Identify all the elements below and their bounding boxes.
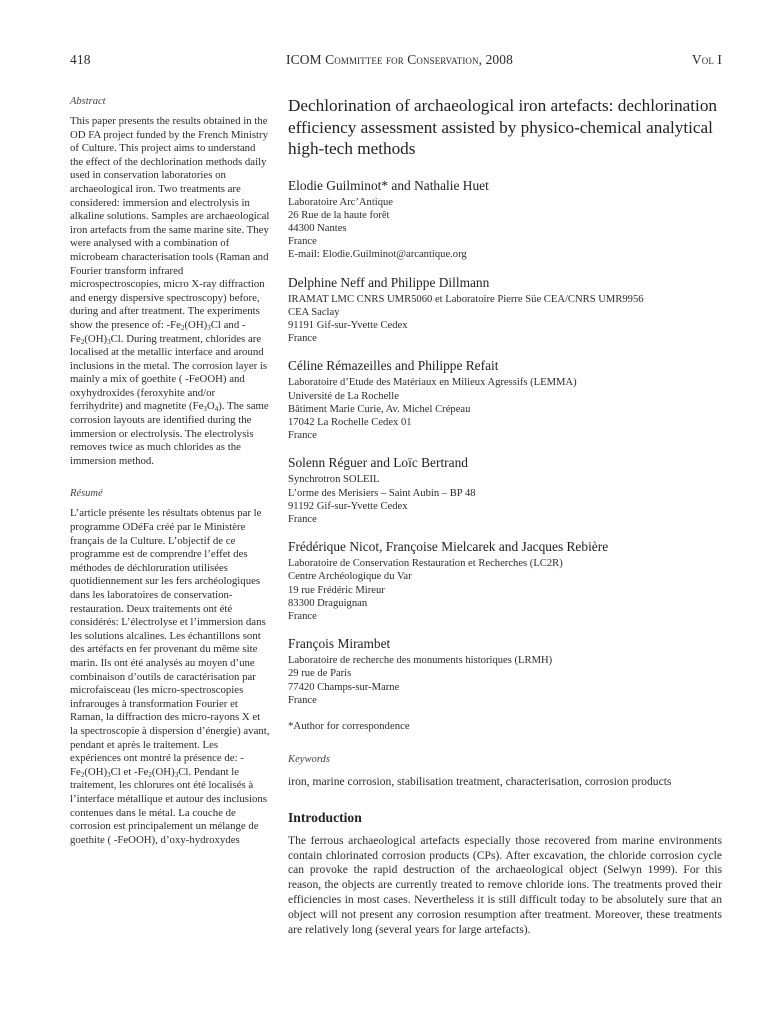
resume-label: Résumé [70, 488, 103, 500]
author-names: Solenn Réguer and Loïc Bertrand [288, 455, 468, 471]
affiliation-line: France [288, 694, 317, 706]
resume-run: L’article présente les résultats obtenus par le programme ODéFa créé par le Ministère français de la Culture. L’objectif de ce programme est de comprendre l’effet des méthodes de déchloruration utilisées quotidiennement sur les fers archéologiques dans les laboratoires de conservation-restauration. Deux traitements ont été considérés: L’électrolyse et l’immersion dans les solutions alcalines. Les échantillons sont des artéfacts en fer provenant du même site marin. Ils ont été analysés au moyen d’une combinaison d’outils de caractérisation par microfaisceau (les micro-spectroscopies infrarouges à transformation Fourier et Raman, la diffraction des micro-rayons X et la spectroscopie à dispersion d’énergie) avant, pendant et après le traitement. Les expériences ont montré la présence de: -Fe [70, 507, 270, 778]
abstract-sub: 2 [80, 337, 85, 346]
resume-sub: 2 [80, 770, 85, 779]
running-header-part: ICOM [286, 52, 326, 67]
abstract-run: (OH) [84, 332, 108, 345]
resume-run: (OH) [84, 765, 108, 778]
affiliation-line: 19 rue Frédéric Mireur [288, 584, 385, 596]
affiliation-line: France [288, 513, 317, 525]
abstract-label: Abstract [70, 96, 106, 107]
affiliation-line: France [288, 610, 317, 622]
author-names: Elodie Guilminot* and Nathalie Huet [288, 177, 489, 193]
affiliation-line: 29 rue de Paris [288, 668, 352, 680]
abstract-run: This paper presents the results obtained in the OD FA project funded by the French Ministry of Culture. This project aims to understand the effect of the dechlorination methods daily used in conservation laboratories on archaeological iron. Two treatments are considered: immersion and electrolysis in alkaline solutions. Samples are archaeological iron artefacts from the same marine site. They were analysed with a combination of microbeam characterisation tools (Raman and Fourier transform infrared microspectroscopies, micro X-ray diffraction and energy dispersive spectroscopy) before, during and after treatment. The experiments show the presence of: -Fe [70, 115, 270, 331]
author-names: François Mirambet [288, 636, 391, 652]
author-names: Delphine Neff and Philippe Dillmann [288, 274, 490, 290]
affiliation-line: Université de La Rochelle [288, 390, 399, 402]
abstract-run: ). The same corrosion layouts are identified during the immersion or electrolysis. The electrolysis removes twice as much chlorides as the immersion method. [70, 400, 269, 467]
running-header [286, 52, 513, 68]
abstract-run: Cl and -Fe [70, 318, 246, 345]
affiliation-block [288, 357, 722, 442]
affiliation-block [288, 177, 722, 262]
affiliation-line: IRAMAT LMC CNRS UMR5060 et Laboratoire Pierre Süe CEA/CNRS UMR9956 [288, 293, 644, 305]
abstract-sub: 4 [214, 405, 219, 414]
affiliation-line: E-mail: Elodie.Guilminot@arcantique.org [288, 249, 467, 261]
running-header-part: , 2008 [478, 52, 513, 67]
affiliation-line: Laboratoire de Conservation Restauration et Recherches (LC2R) [288, 558, 563, 570]
affiliation-block [288, 274, 722, 346]
resume-run: (OH) [151, 765, 175, 778]
abstract-text [70, 115, 270, 468]
running-header-part: Committee for Conservation [325, 52, 479, 67]
introduction-heading: Introduction [288, 809, 362, 825]
affiliations [288, 177, 722, 707]
affiliation-line: CEA Saclay [288, 306, 340, 318]
author-note: *Author for correspondence [288, 719, 410, 732]
affiliation-block [288, 454, 722, 526]
affiliation-line: 91191 Gif-sur-Yvette Cedex [288, 319, 408, 331]
affiliation-line: France [288, 236, 317, 248]
affiliation-block [288, 635, 722, 707]
abstract-run: Cl. During treatment, chlorides are localised at the metallic interface and around inclusions in the metal. The corrosion layer is mainly a mix of goethite ( -FeOOH) and oxyhydroxides (feroxyhite and/or ferrihydrite) and magnetite (Fe [70, 332, 268, 413]
paper-title: Dechlorination of archaeological iron artefacts: dechlorination efficiency assessment assisted by physico-chemical analytical high-tech methods [288, 96, 718, 158]
affiliation-line: 83300 Draguignan [288, 597, 368, 609]
abstract-sub: 2 [180, 323, 185, 332]
keywords-label: Keywords [288, 753, 330, 765]
affiliation-line: France [288, 430, 317, 442]
affiliation-line: Laboratoire Arc’Antique [288, 196, 394, 208]
abstract-run: O [206, 400, 215, 413]
affiliation-line: 17042 La Rochelle Cedex 01 [288, 416, 412, 428]
page-number: 418 [70, 52, 91, 67]
author-names: Céline Rémazeilles and Philippe Refait [288, 358, 499, 374]
resume-run: Cl et -Fe [110, 765, 149, 778]
resume-sub: 3 [174, 770, 179, 779]
resume-sub: 2 [148, 770, 152, 779]
abstract-sub: 3 [203, 405, 207, 414]
resume-sub: 3 [107, 770, 111, 779]
abstract-run: (OH) [184, 318, 208, 331]
affiliation-line: 44300 Nantes [288, 222, 347, 234]
right-column [288, 95, 722, 937]
affiliation-line: Centre Archéologique du Var [288, 571, 412, 583]
abstract-sub: 3 [107, 337, 111, 346]
resume-text [70, 507, 270, 847]
introduction-text: The ferrous archaeological artefacts especially those recovered from marine environments contain chlorinated corrosion products (CPs). After excavation, the chloride corrosion cycle can provoke the rapid destruction of the archaeological object (Selwyn 1999). For this reason, the objects are currently treated to remove chloride ions. The treatments proved their efficiencies in most cases. Nevertheless it is still difficult today to be absolutely sure that an object will not present any corrosion resumption after treatment. Moreover, these treatments are relatively long (several years for large artefacts). [288, 833, 722, 936]
resume-run: Cl. Pendant le traitement, les chlorures ont été localisés à l’interface métallique et autour des inclusions contenues dans le métal. La couche de corrosion est principalement un mélange de goethite ( -FeOOH), d’oxy-hydroxydes [70, 765, 267, 846]
volume-label: Vol I [691, 52, 722, 67]
affiliation-line: 77420 Champs-sur-Marne [288, 681, 400, 693]
affiliation-line: Laboratoire de recherche des monuments historiques (LRMH) [288, 655, 553, 667]
affiliation-block [288, 538, 722, 623]
abstract-sub: 3 [207, 323, 211, 332]
affiliation-line: 91192 Gif-sur-Yvette Cedex [288, 500, 408, 512]
keywords-text: iron, marine corrosion, stabilisation treatment, characterisation, corrosion products [288, 774, 672, 788]
affiliation-line: Laboratoire d’Etude des Matériaux en Milieux Agressifs (LEMMA) [288, 377, 577, 389]
affiliation-line: L’orme des Merisiers – Saint Aubin – BP 48 [288, 487, 476, 499]
affiliation-line: Synchrotron SOLEIL [288, 474, 380, 486]
affiliation-line: France [288, 333, 317, 345]
author-names: Frédérique Nicot, Françoise Mielcarek and Jacques Rebière [288, 539, 609, 555]
left-column [70, 95, 270, 847]
affiliation-line: 26 Rue de la haute forêt [288, 209, 390, 221]
affiliation-line: Bâtiment Marie Curie, Av. Michel Crépeau [288, 403, 471, 415]
